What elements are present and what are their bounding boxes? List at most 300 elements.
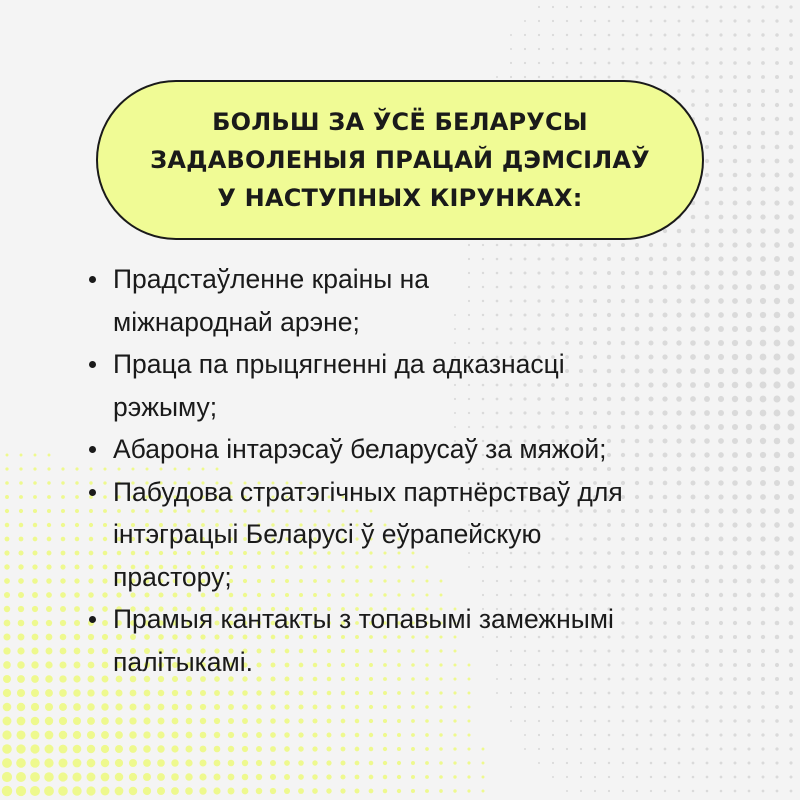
- halftone-dot: [129, 773, 137, 781]
- halftone-dot: [775, 733, 778, 736]
- halftone-dot: [788, 508, 794, 514]
- halftone-dot: [664, 762, 667, 765]
- halftone-dot: [761, 5, 764, 8]
- halftone-dot: [33, 467, 36, 470]
- halftone-dot: [594, 34, 597, 37]
- halftone-dot: [242, 774, 249, 781]
- halftone-dot: [790, 790, 793, 793]
- halftone-dot: [622, 692, 625, 695]
- halftone-dot: [101, 703, 108, 710]
- halftone-dot: [760, 228, 765, 233]
- halftone-dot: [18, 634, 25, 641]
- list-item-line: рэжыму;: [113, 391, 218, 422]
- halftone-dot: [788, 298, 795, 305]
- halftone-dot: [747, 33, 750, 36]
- halftone-dot: [74, 592, 80, 598]
- halftone-dot: [580, 76, 583, 79]
- halftone-dot: [284, 704, 289, 709]
- halftone-dot: [32, 620, 38, 626]
- halftone-dot: [58, 758, 67, 767]
- halftone-dot: [383, 733, 387, 737]
- halftone-dot: [16, 730, 25, 739]
- halftone-dot: [524, 76, 526, 78]
- halftone-dot: [538, 20, 540, 22]
- halftone-dot: [242, 690, 248, 696]
- header-line: У НАСТУПНЫХ КІРУНКАХ:: [217, 184, 583, 212]
- halftone-dot: [186, 704, 192, 710]
- halftone-dot: [775, 607, 780, 612]
- halftone-dot: [397, 733, 401, 737]
- halftone-dot: [719, 103, 723, 107]
- halftone-dot: [789, 159, 794, 164]
- halftone-dot: [733, 103, 737, 107]
- halftone-dot: [411, 747, 415, 751]
- halftone-dot: [158, 704, 165, 711]
- halftone-dot: [774, 200, 779, 205]
- halftone-dot: [650, 762, 653, 765]
- halftone-dot: [58, 786, 68, 796]
- halftone-dot: [355, 761, 360, 766]
- halftone-dot: [369, 691, 373, 695]
- halftone-dot: [720, 762, 723, 765]
- halftone-dot: [129, 717, 136, 724]
- halftone-dot: [467, 789, 470, 792]
- list-item: [88, 343, 768, 428]
- halftone-dot: [664, 776, 667, 779]
- halftone-dot: [510, 48, 512, 50]
- halftone-dot: [143, 787, 151, 795]
- halftone-dot: [326, 746, 331, 751]
- halftone-dot: [761, 75, 765, 79]
- halftone-dot: [789, 705, 793, 709]
- halftone-dot: [355, 705, 359, 709]
- halftone-dot: [214, 690, 220, 696]
- halftone-dot: [566, 48, 568, 50]
- halftone-dot: [129, 787, 138, 796]
- halftone-dot: [4, 592, 10, 598]
- halftone-dot: [594, 48, 597, 51]
- halftone-dot: [594, 706, 597, 709]
- halftone-dot: [747, 173, 752, 178]
- halftone-dot: [228, 718, 234, 724]
- halftone-dot: [538, 692, 540, 694]
- halftone-dot: [747, 75, 751, 79]
- halftone-dot: [789, 19, 792, 22]
- halftone-dot: [341, 705, 346, 710]
- halftone-dot: [355, 775, 360, 780]
- halftone-dot: [746, 214, 751, 219]
- halftone-dot: [608, 20, 611, 23]
- halftone-dot: [650, 790, 652, 792]
- halftone-dot: [747, 691, 751, 695]
- halftone-dot: [649, 75, 652, 78]
- halftone-dot: [664, 790, 666, 792]
- halftone-dot: [760, 186, 765, 191]
- halftone-dot: [761, 691, 765, 695]
- halftone-dot: [284, 718, 289, 723]
- halftone-dot: [774, 214, 779, 219]
- halftone-dot: [552, 62, 554, 64]
- halftone-dot: [2, 744, 12, 754]
- halftone-dot: [789, 33, 793, 37]
- halftone-dot: [3, 647, 10, 654]
- halftone-dot: [482, 776, 485, 779]
- halftone-dot: [579, 243, 582, 246]
- halftone-dot: [566, 706, 568, 708]
- halftone-dot: [19, 495, 23, 499]
- halftone-dot: [4, 550, 9, 555]
- halftone-dot: [256, 788, 263, 795]
- halftone-dot: [453, 761, 456, 764]
- halftone-dot: [677, 47, 680, 50]
- halftone-dot: [74, 578, 79, 583]
- halftone-dot: [5, 481, 9, 485]
- halftone-dot: [425, 789, 429, 793]
- halftone-dot: [705, 243, 710, 248]
- list-item-line: Пабудова стратэгічных партнёрстваў для: [113, 476, 623, 507]
- halftone-dot: [60, 634, 67, 641]
- halftone-dot: [774, 578, 779, 583]
- halftone-dot: [524, 720, 526, 722]
- halftone-dot: [270, 760, 276, 766]
- halftone-dot: [256, 732, 262, 738]
- halftone-dot: [789, 131, 794, 136]
- halftone-dot: [200, 746, 207, 753]
- halftone-dot: [172, 718, 179, 725]
- halftone-dot: [678, 776, 681, 779]
- halftone-dot: [482, 748, 485, 751]
- halftone-dot: [341, 719, 346, 724]
- halftone-dot: [3, 661, 11, 669]
- halftone-dot: [453, 775, 456, 778]
- halftone-dot: [355, 789, 360, 794]
- halftone-dot: [733, 117, 737, 121]
- halftone-dot: [158, 718, 165, 725]
- halftone-dot: [340, 774, 345, 779]
- halftone-dot: [214, 718, 220, 724]
- halftone-dot: [746, 200, 751, 205]
- list-item-line: Праца па прыцягненні да адказнасці: [113, 349, 565, 379]
- halftone-dot: [747, 19, 750, 22]
- halftone-dot: [19, 523, 23, 527]
- halftone-dot: [775, 33, 779, 37]
- halftone-dot: [369, 733, 373, 737]
- halftone-dot: [789, 47, 793, 51]
- halftone-dot: [411, 761, 415, 765]
- halftone-dot: [101, 773, 110, 782]
- halftone-dot: [692, 6, 695, 9]
- halftone-dot: [425, 761, 429, 765]
- halftone-dot: [4, 564, 9, 569]
- halftone-dot: [593, 243, 597, 247]
- halftone-dot: [788, 270, 794, 276]
- halftone-dot: [650, 720, 653, 723]
- halftone-dot: [59, 689, 67, 697]
- halftone-dot: [30, 786, 40, 796]
- halftone-dot: [706, 6, 709, 9]
- halftone-dot: [789, 89, 793, 93]
- halftone-dot: [20, 454, 23, 457]
- halftone-dot: [199, 773, 206, 780]
- halftone-dot: [327, 691, 332, 696]
- halftone-dot: [72, 772, 81, 781]
- halftone-dot: [327, 719, 332, 724]
- halftone-dot: [636, 790, 638, 792]
- halftone-dot: [284, 774, 290, 780]
- halftone-dot: [31, 703, 39, 711]
- halftone-dot: [594, 692, 597, 695]
- halftone-dot: [185, 787, 193, 795]
- halftone-dot: [774, 186, 779, 191]
- halftone-dot: [228, 760, 235, 767]
- halftone-dot: [30, 758, 39, 767]
- bullet-icon: [89, 446, 96, 453]
- halftone-dot: [608, 706, 611, 709]
- halftone-dot: [18, 606, 24, 612]
- halftone-dot: [761, 103, 765, 107]
- halftone-dot: [774, 452, 780, 458]
- halftone-dot: [788, 438, 795, 445]
- halftone-dot: [719, 131, 723, 135]
- halftone-dot: [705, 159, 709, 163]
- header-pill: [96, 80, 704, 240]
- halftone-dot: [622, 76, 625, 79]
- halftone-dot: [774, 298, 780, 304]
- halftone-dot: [788, 564, 793, 569]
- halftone-dot: [719, 75, 723, 79]
- halftone-dot: [594, 76, 597, 79]
- halftone-dot: [4, 620, 11, 627]
- halftone-dot: [143, 731, 150, 738]
- halftone-dot: [775, 677, 779, 681]
- halftone-dot: [242, 718, 248, 724]
- halftone-dot: [705, 47, 708, 50]
- halftone-dot: [747, 145, 751, 149]
- list-item-line: інтэграцыі Беларусі ў еўрапейскую: [113, 519, 542, 549]
- halftone-dot: [298, 704, 303, 709]
- halftone-dot: [775, 719, 779, 723]
- halftone-dot: [326, 774, 331, 779]
- halftone-dot: [5, 537, 10, 542]
- halftone-dot: [789, 677, 793, 681]
- halftone-dot: [706, 20, 709, 23]
- halftone-dot: [788, 480, 794, 486]
- halftone-dot: [538, 762, 540, 764]
- halftone-dot: [31, 689, 39, 697]
- halftone-dot: [383, 789, 388, 794]
- halftone-dot: [649, 61, 652, 64]
- halftone-dot: [312, 774, 318, 780]
- halftone-dot: [774, 494, 780, 500]
- halftone-dot: [789, 761, 792, 764]
- halftone-dot: [608, 34, 611, 37]
- halftone-dot: [482, 762, 485, 765]
- halftone-dot: [580, 6, 582, 8]
- halftone-dot: [524, 34, 526, 36]
- halftone-dot: [608, 692, 611, 695]
- halftone-dot: [636, 734, 639, 737]
- halftone-dot: [61, 551, 66, 556]
- halftone-dot: [788, 578, 793, 583]
- halftone-dot: [32, 564, 37, 569]
- halftone-dot: [171, 787, 179, 795]
- halftone-dot: [73, 675, 80, 682]
- halftone-dot: [692, 762, 695, 765]
- halftone-dot: [761, 761, 764, 764]
- halftone-dot: [17, 717, 26, 726]
- halftone-dot: [678, 720, 681, 723]
- list-item: [88, 598, 768, 683]
- halftone-dot: [677, 243, 682, 248]
- halftone-dot: [18, 578, 24, 584]
- halftone-dot: [761, 159, 766, 164]
- halftone-dot: [774, 284, 780, 290]
- halftone-dot: [774, 340, 781, 347]
- halftone-dot: [45, 689, 53, 697]
- halftone-dot: [775, 663, 779, 667]
- halftone-dot: [774, 480, 780, 486]
- halftone-dot: [32, 634, 39, 641]
- halftone-dot: [733, 733, 736, 736]
- halftone-dot: [46, 578, 52, 584]
- halftone-dot: [312, 760, 317, 765]
- halftone-dot: [552, 762, 554, 764]
- halftone-dot: [74, 606, 80, 612]
- halftone-dot: [73, 689, 80, 696]
- halftone-dot: [650, 6, 653, 9]
- halftone-dot: [61, 467, 64, 470]
- halftone-dot: [552, 734, 554, 736]
- halftone-dot: [355, 691, 359, 695]
- halftone-dot: [157, 773, 165, 781]
- halftone-dot: [636, 720, 639, 723]
- halftone-dot: [284, 746, 290, 752]
- halftone-dot: [789, 733, 792, 736]
- halftone-dot: [101, 745, 109, 753]
- halftone-dot: [733, 47, 736, 50]
- halftone-dot: [594, 776, 596, 778]
- halftone-dot: [691, 61, 694, 64]
- halftone-dot: [75, 495, 79, 499]
- halftone-dot: [775, 621, 780, 626]
- halftone-dot: [788, 424, 795, 431]
- halftone-dot: [691, 229, 696, 234]
- halftone-dot: [242, 788, 249, 795]
- halftone-dot: [733, 145, 737, 149]
- halftone-dot: [664, 734, 667, 737]
- halftone-dot: [678, 6, 681, 9]
- halftone-dot: [663, 75, 666, 78]
- halftone-dot: [719, 145, 723, 149]
- halftone-dot: [61, 495, 65, 499]
- halftone-dot: [397, 789, 401, 793]
- halftone-dot: [788, 550, 794, 556]
- halftone-dot: [5, 467, 8, 470]
- halftone-dot: [692, 734, 695, 737]
- halftone-dot: [144, 690, 151, 697]
- halftone-dot: [186, 732, 193, 739]
- halftone-dot: [242, 732, 248, 738]
- halftone-dot: [719, 19, 722, 22]
- halftone-dot: [129, 759, 137, 767]
- halftone-dot: [44, 758, 53, 767]
- halftone-dot: [44, 786, 54, 796]
- halftone-dot: [566, 692, 569, 695]
- halftone-dot: [33, 481, 37, 485]
- halftone-dot: [774, 536, 780, 542]
- halftone-dot: [115, 717, 123, 725]
- halftone-dot: [33, 551, 38, 556]
- halftone-dot: [453, 705, 456, 708]
- halftone-dot: [101, 717, 109, 725]
- halftone-dot: [650, 734, 653, 737]
- halftone-dot: [524, 734, 526, 736]
- halftone-dot: [580, 62, 583, 65]
- halftone-dot: [774, 438, 781, 445]
- halftone-dot: [622, 48, 625, 51]
- halftone-dot: [60, 648, 67, 655]
- halftone-dot: [748, 790, 751, 793]
- halftone-dot: [552, 776, 554, 778]
- halftone-dot: [636, 706, 639, 709]
- halftone-dot: [775, 761, 778, 764]
- halftone-dot: [18, 620, 25, 627]
- halftone-dot: [650, 776, 652, 778]
- halftone-dot: [650, 706, 653, 709]
- halftone-dot: [242, 746, 248, 752]
- halftone-dot: [47, 467, 50, 470]
- halftone-dot: [551, 243, 554, 246]
- halftone-dot: [622, 748, 625, 751]
- halftone-dot: [425, 747, 429, 751]
- halftone-dot: [705, 131, 709, 135]
- halftone-dot: [622, 706, 625, 709]
- halftone-dot: [538, 6, 540, 8]
- halftone-dot: [47, 495, 51, 499]
- halftone-dot: [774, 564, 779, 569]
- halftone-dot: [775, 649, 779, 653]
- halftone-dot: [677, 229, 682, 234]
- halftone-dot: [719, 61, 722, 64]
- halftone-dot: [566, 34, 568, 36]
- halftone-dot: [663, 691, 666, 694]
- halftone-dot: [636, 48, 639, 51]
- halftone-dot: [788, 242, 794, 248]
- halftone-dot: [719, 719, 722, 722]
- halftone-dot: [775, 593, 780, 598]
- halftone-dot: [256, 746, 262, 752]
- halftone-dot: [312, 788, 318, 794]
- halftone-dot: [61, 509, 65, 513]
- halftone-dot: [327, 705, 332, 710]
- halftone-dot: [73, 731, 81, 739]
- halftone-dot: [46, 592, 52, 598]
- halftone-dot: [705, 691, 708, 694]
- halftone-dot: [580, 720, 582, 722]
- halftone-dot: [650, 748, 653, 751]
- halftone-dot: [747, 89, 751, 93]
- halftone-dot: [761, 145, 766, 150]
- halftone-dot: [580, 48, 583, 51]
- halftone-dot: [397, 775, 401, 779]
- halftone-dot: [453, 719, 456, 722]
- halftone-dot: [44, 772, 54, 782]
- halftone-dot: [719, 201, 724, 206]
- halftone-dot: [720, 6, 723, 9]
- halftone-dot: [788, 452, 795, 459]
- halftone-dot: [313, 691, 318, 696]
- halftone-dot: [45, 703, 53, 711]
